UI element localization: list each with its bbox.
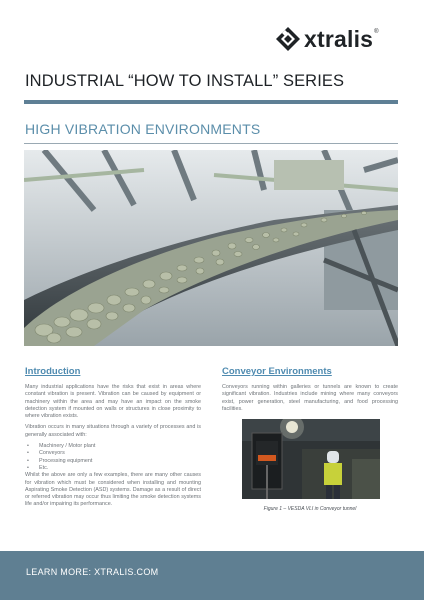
- introduction-heading: Introduction: [25, 366, 81, 377]
- section-title: HIGH VIBRATION ENVIRONMENTS: [25, 121, 261, 137]
- introduction-paragraph-3: Whilst the above are only a few examples, there are many other causes for vibration which must be considered when installing and mounting Aspirating Smoke Detection (ASD) systems. Damage as a result of direct or referred vibration may occur thus limiting the smoke detection systems life and/or impairing its performance.: [25, 472, 201, 508]
- conveyor-paragraph-1: Conveyors running within galleries or tunnels are known to create significant vibration. Industries include mining where many conveyors exist, power generation, steel manufacturing, and food processing facilities.: [222, 384, 398, 412]
- conveyor-heading: Conveyor Environments: [222, 366, 332, 377]
- list-item: • Etc.: [25, 465, 201, 472]
- introduction-section: [25, 366, 201, 513]
- introduction-paragraph-1: Many industrial applications have the risks that exist in areas where constant vibration is present. Vibration can be caused by equipment or machinery within the area and may have an impact on the smoke detection system if mounted on walls or structures in close proximity to where vibration exists.: [25, 384, 201, 420]
- conveyor-tunnel-photo: [242, 419, 380, 499]
- figure-caption: Figure 1 – VESDA VLI in Conveyor tunnel: [263, 506, 357, 512]
- trademark-symbol: ®: [374, 29, 379, 35]
- tunnel-detector-illustration: [242, 419, 380, 499]
- introduction-paragraph-2: Vibration occurs in many situations through a variety of processes and is generally associated with:: [25, 424, 201, 438]
- learn-more-link[interactable]: LEARN MORE: XTRALIS.COM: [26, 567, 159, 577]
- list-item: • Processing equipment: [25, 458, 201, 465]
- xtralis-logo: [276, 26, 398, 52]
- conveyor-belt-photo: [24, 150, 398, 346]
- header-rule: [24, 100, 398, 104]
- conveyor-section: [222, 366, 398, 417]
- vibration-sources-list: [25, 443, 201, 472]
- series-title: INDUSTRIAL “HOW TO INSTALL” SERIES: [25, 72, 345, 90]
- section-rule: [24, 143, 398, 144]
- xtralis-diamond-icon: [276, 27, 300, 51]
- brand-name: xtralis: [304, 26, 374, 52]
- list-item: • Conveyors: [25, 450, 201, 457]
- conveyor-belt-illustration: [24, 150, 398, 346]
- footer-banner: [0, 551, 424, 600]
- list-item: • Machinery / Motor plant: [25, 443, 201, 450]
